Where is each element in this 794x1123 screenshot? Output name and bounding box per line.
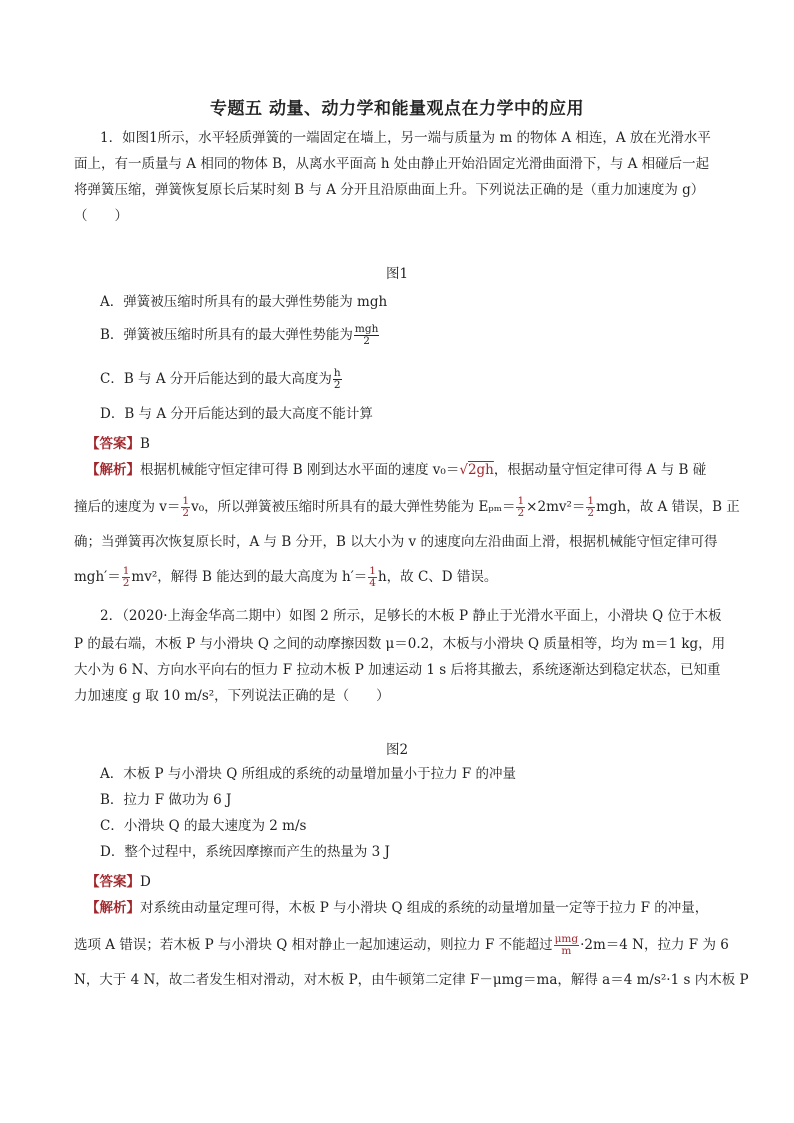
q1-option-b <box>100 324 752 347</box>
q2-analysis-line-2 <box>74 933 729 957</box>
sqrt-radicand: 2gh <box>467 462 494 478</box>
analysis-text: mgh′＝ <box>74 569 121 585</box>
q1-option-d: D．B 与 A 分开后能达到的最大高度不能计算 <box>100 406 373 422</box>
analysis-label: 【解析】 <box>86 462 140 478</box>
fraction <box>586 496 595 519</box>
q2-stem-line-1: 2．（2020·上海金华高二期中）如图 2 所示，足够长的木板 P 静止于光滑水平面上，小滑块 Q 位于木板 <box>100 608 722 624</box>
fraction-numerator: 1 <box>122 565 130 577</box>
q1-stem-line-3: 将弹簧压缩，弹簧恢复原长后某时刻 B 与 A 分开且沿原曲面上升。下列说法正确的是（重力加速度为 g） <box>74 182 705 198</box>
q2-analysis-line-3: N，大于 4 N，故二者发生相对滑动，对木板 P，由牛顿第二定律 F－μmg＝ma，解得 a＝4 m/s²·1 s 内木板 P <box>74 972 749 988</box>
fraction <box>122 566 131 589</box>
fraction-numerator: 1 <box>587 495 595 507</box>
fraction <box>554 934 580 957</box>
fraction-denominator: 2 <box>363 335 370 347</box>
q1-analysis-line-1 <box>86 460 726 480</box>
fraction-denominator: 2 <box>333 379 341 391</box>
page-title: 专题五 动量、动力学和能量观点在力学中的应用 <box>210 99 584 119</box>
q1-option-b-text: B．弹簧被压缩时所具有的最大弹性势能为 <box>100 327 353 343</box>
fraction <box>181 496 190 519</box>
q1-option-c-text: C．B 与 A 分开后能达到的最大高度为 <box>100 371 332 387</box>
fraction-denominator: 4 <box>369 577 376 589</box>
sqrt-expression: √2gh <box>459 462 494 478</box>
analysis-text: ·2m＝4 N，拉力 F 为 6 <box>580 937 729 953</box>
analysis-text: mv²，解得 B 能达到的最大高度为 h′＝ <box>131 569 368 585</box>
analysis-text: 根据机械能守恒定律可得 B 刚到达水平面的速度 v₀＝ <box>140 462 460 478</box>
q2-answer <box>86 870 151 890</box>
q2-option-a: A．木板 P 与小滑块 Q 所组成的系统的动量增加量小于拉力 F 的冲量 <box>100 766 517 782</box>
analysis-text: ，根据动量守恒定律可得 A 与 B 碰 <box>493 462 707 478</box>
fraction-denominator: 2 <box>587 507 595 519</box>
q2-stem-line-4: 力加速度 g 取 10 m/s²，下列说法正确的是（ ） <box>74 688 390 704</box>
q2-stem-line-3: 大小为 6 N、方向水平向右的恒力 F 拉动木板 P 加速运动 1 s 后将其撤去，系统逐渐达到稳定状态，已知重 <box>74 662 721 678</box>
fraction-numerator: 1 <box>517 495 525 507</box>
q1-stem-line-1: 1．如图1所示，水平轻质弹簧的一端固定在墙上，另一端与质量为 m 的物体 A 相连，A 放在光滑水平 <box>100 130 711 146</box>
q1-option-b-fraction <box>354 324 379 347</box>
q1-answer <box>86 432 150 452</box>
q1-option-a: A．弹簧被压缩时所具有的最大弹性势能为 mgh <box>100 294 388 310</box>
answer-label: 【答案】 <box>86 874 140 890</box>
q1-stem-line-2: 面上，有一质量与 A 相同的物体 B，从离水平面高 h 处由静止开始沿固定光滑曲面滑下，与 A 相碰后一起 <box>74 156 710 172</box>
analysis-text: 选项 A 错误；若木板 P 与小滑块 Q 相对静止一起加速运动，则拉力 F 不能超过 <box>74 937 553 953</box>
fraction <box>516 496 525 519</box>
fraction-numerator: mgh <box>354 323 379 335</box>
figure-2-caption: 图2 <box>385 742 409 758</box>
q1-option-c <box>100 368 752 391</box>
fraction-numerator: h <box>333 367 341 379</box>
fraction-numerator: 1 <box>369 565 376 577</box>
fraction-denominator: 2 <box>182 507 190 519</box>
fraction-denominator: m <box>561 945 572 957</box>
q2-option-c: C．小滑块 Q 的最大速度为 2 m/s <box>100 818 307 834</box>
fraction-numerator: 1 <box>182 495 190 507</box>
analysis-text: h，故 C、D 错误。 <box>377 569 498 585</box>
q1-analysis-line-2 <box>74 495 740 519</box>
q2-analysis-line-1 <box>86 898 726 918</box>
analysis-text: 撞后的速度为 v＝ <box>74 499 181 515</box>
answer-value: B <box>140 436 150 452</box>
analysis-text: v₀，所以弹簧被压缩时所具有的最大弹性势能为 Eₚₘ＝ <box>191 499 516 515</box>
q1-analysis-line-3: 确；当弹簧再次恢复原长时，A 与 B 分开，B 以大小为 v 的速度向左沿曲面上滑，根据机械能守恒定律可得 <box>74 534 718 550</box>
analysis-label: 【解析】 <box>86 900 140 916</box>
answer-value: D <box>140 874 151 890</box>
figure-1-caption: 图1 <box>385 266 409 282</box>
analysis-text: mgh，故 A 错误，B 正 <box>596 499 740 515</box>
analysis-text: ×2mv²＝ <box>526 499 586 515</box>
q1-stem-line-4: （ ） <box>74 208 128 224</box>
q2-option-d: D．整个过程中，系统因摩擦而产生的热量为 3 J <box>100 844 390 860</box>
q2-option-b: B．拉力 F 做功为 6 J <box>100 792 232 808</box>
q1-option-c-fraction <box>333 368 342 391</box>
analysis-text: 对系统由动量定理可得，木板 P 与小滑块 Q 组成的系统的动量增加量一定等于拉力 F 的冲量， <box>140 900 709 916</box>
q1-analysis-line-4 <box>74 566 726 589</box>
fraction-numerator: μmg <box>554 933 579 945</box>
fraction-denominator: 2 <box>517 507 525 519</box>
fraction-denominator: 2 <box>122 577 130 589</box>
fraction <box>368 566 377 589</box>
answer-label: 【答案】 <box>86 436 140 452</box>
q2-stem-line-2: P 的最右端，木板 P 与小滑块 Q 之间的动摩擦因数 μ＝0.2，木板与小滑块 Q 质量相等，均为 m＝1 kg，用 <box>74 636 726 652</box>
